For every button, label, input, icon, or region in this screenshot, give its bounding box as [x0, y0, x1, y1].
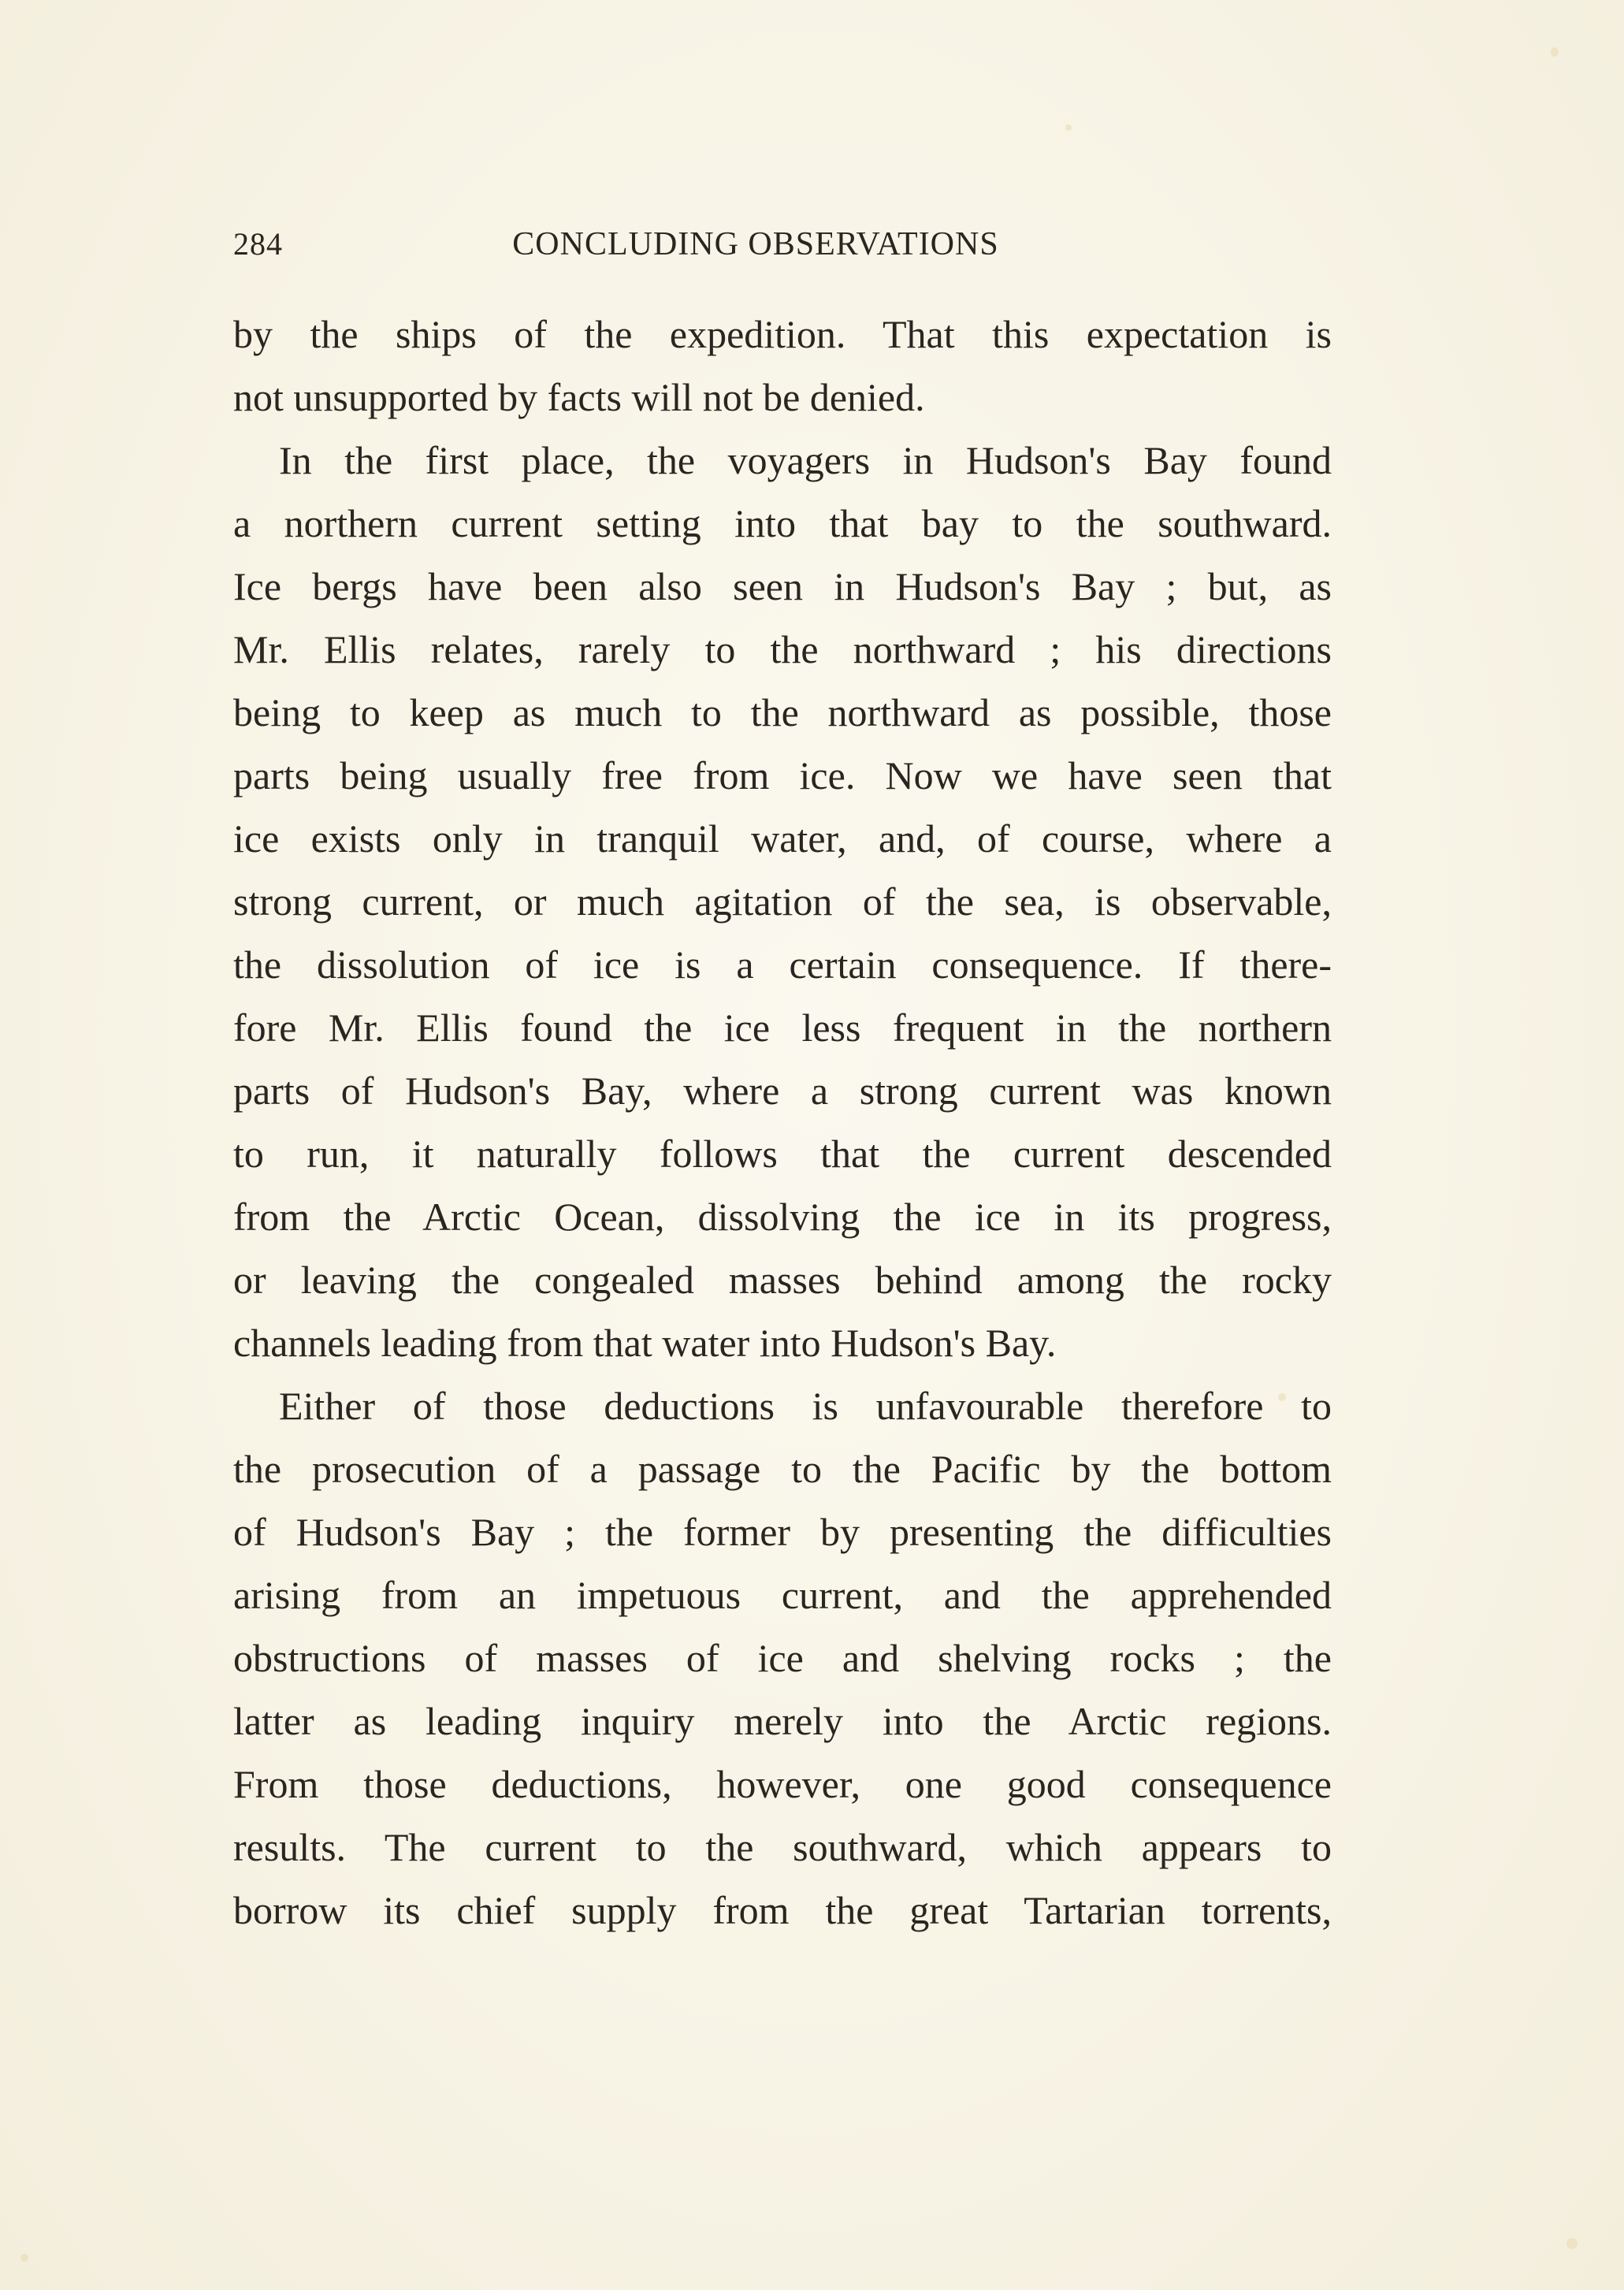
- text-line: by the ships of the expedition. That this expectation is: [233, 312, 1332, 356]
- foxing-spot: [1065, 125, 1072, 131]
- foxing-spot: [20, 2254, 28, 2262]
- running-head: CONCLUDING OBSERVATIONS: [512, 226, 999, 262]
- text-line: From those deductions, however, one good consequence: [233, 1762, 1332, 1806]
- text-line: Ice bergs have been also seen in Hudson's Bay ; but, as: [233, 564, 1332, 608]
- body-text: [233, 303, 1332, 1942]
- paragraph-first-line: Either of those deductions is unfavourable therefore to: [279, 1384, 1332, 1428]
- text-line: the dissolution of ice is a certain consequence. If there-: [233, 942, 1332, 987]
- page-number: 284: [233, 226, 283, 262]
- text-line: obstructions of masses of ice and shelving rocks ; the: [233, 1636, 1332, 1680]
- text-line: arising from an impetuous current, and the apprehended: [233, 1573, 1332, 1617]
- text-line: parts being usually free from ice. Now we have seen that: [233, 753, 1332, 797]
- text-line: strong current, or much agitation of the sea, is observable,: [233, 879, 1332, 924]
- text-line: ice exists only in tranquil water, and, of course, where a: [233, 816, 1332, 861]
- foxing-spot: [1566, 2238, 1578, 2249]
- text-line: results. The current to the southward, which appears to: [233, 1825, 1332, 1869]
- text-line: being to keep as much to the northward as possible, those: [233, 690, 1332, 734]
- text-line: a northern current setting into that bay to the southward.: [233, 501, 1332, 545]
- text-line: of Hudson's Bay ; the former by presenting the difficulties: [233, 1510, 1332, 1554]
- text-line: fore Mr. Ellis found the ice less frequent in the northern: [233, 1006, 1332, 1050]
- page-header: [233, 225, 1332, 273]
- text-line: or leaving the congealed masses behind among the rocky: [233, 1258, 1332, 1302]
- text-line: the prosecution of a passage to the Pacific by the bottom: [233, 1447, 1332, 1491]
- text-line: Mr. Ellis relates, rarely to the northward ; his directions: [233, 627, 1332, 671]
- text-line: to run, it naturally follows that the current descended: [233, 1132, 1332, 1176]
- text-line: from the Arctic Ocean, dissolving the ice in its progress,: [233, 1195, 1332, 1239]
- text-line: borrow its chief supply from the great Tartarian torrents,: [233, 1888, 1332, 1932]
- text-line: channels leading from that water into Hudson's Bay.: [233, 1321, 1057, 1365]
- foxing-spot: [1551, 47, 1559, 57]
- text-line: parts of Hudson's Bay, where a strong current was known: [233, 1069, 1332, 1113]
- text-line: not unsupported by facts will not be denied.: [233, 375, 925, 419]
- text-line: latter as leading inquiry merely into the Arctic regions.: [233, 1699, 1332, 1743]
- paragraph-first-line: In the first place, the voyagers in Hudson's Bay found: [279, 438, 1332, 482]
